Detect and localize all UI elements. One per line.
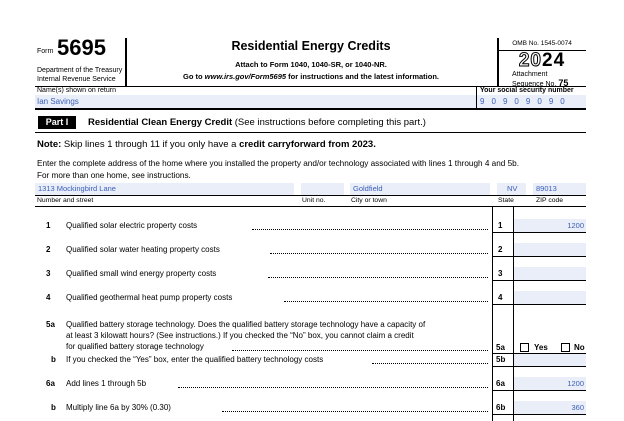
unit-label: Unit no. <box>302 197 326 204</box>
line-5b-rule <box>492 366 586 367</box>
line-3-leader <box>268 277 488 278</box>
department-line-1: Department of the Treasury <box>37 67 123 74</box>
line-5a-no-label: No <box>574 343 585 352</box>
note-label: Note: <box>37 139 62 150</box>
line-5a-description-2: at least 3 kilowatt hours? (See instructions.) If you checked the “No” box, you cannot claim a credit <box>66 331 414 340</box>
state-label: State <box>498 197 514 204</box>
line-5b-amount-field[interactable] <box>514 354 586 366</box>
line-6b-description: Multiply line 6a by 30% (0.30) <box>66 403 171 412</box>
name-field[interactable] <box>35 95 476 108</box>
form-label: Form <box>37 48 54 55</box>
line-1-number: 1 <box>46 221 51 230</box>
line-4-leader <box>284 301 488 302</box>
part-1-rule <box>35 132 586 133</box>
attachment-label: Attachment <box>512 71 548 78</box>
part-1-tag: Part I <box>38 116 76 129</box>
line-6a-number: 6a <box>46 379 55 388</box>
line-5b-number: b <box>51 355 56 364</box>
line-5a-number: 5a <box>46 320 55 329</box>
line-2-leader <box>270 253 488 254</box>
line-2-rule <box>492 256 586 257</box>
line-3-box-label: 3 <box>498 269 503 278</box>
line-4-amount-field[interactable] <box>514 291 586 304</box>
line-6b-rule <box>492 414 586 415</box>
department-line-2: Internal Revenue Service <box>37 76 116 83</box>
part-1-title-bold: Residential Clean Energy Credit <box>88 117 233 128</box>
line-4-number: 4 <box>46 293 51 302</box>
line-2-amount-field[interactable] <box>514 243 586 256</box>
form-number: 5695 <box>57 35 106 60</box>
goto-url[interactable]: www.irs.gov/Form5695 <box>204 72 287 81</box>
line-4-description: Qualified geothermal heat pump property costs <box>66 293 233 302</box>
address-instruction-2: For more than one home, see instructions. <box>37 171 191 180</box>
line-6b-box-label: 6b <box>496 403 506 412</box>
box-column-left-rule <box>492 206 493 421</box>
part-1-title-note: (See instructions before completing this part.) <box>232 117 426 128</box>
line-6a-amount-field[interactable] <box>514 377 586 390</box>
sequence-number: 75 <box>558 78 569 88</box>
city-value: Goldfield <box>353 184 383 193</box>
name-label: Name(s) shown on return <box>37 87 116 94</box>
line-3-rule <box>492 280 586 281</box>
line-2-description: Qualified solar water heating property costs <box>66 245 220 254</box>
line-5a-no-checkbox[interactable] <box>561 343 570 352</box>
tax-year-suffix: 24 <box>542 50 566 71</box>
line-5a-leader <box>232 350 488 351</box>
form-title: Residential Energy Credits <box>231 39 391 53</box>
line-3-number: 3 <box>46 269 51 278</box>
line-5b-description: If you checked the “Yes” box, enter the qualified battery technology costs <box>66 355 324 364</box>
ssn-field[interactable] <box>477 95 586 108</box>
line-6a-leader <box>178 387 488 388</box>
line-6a-description: Add lines 1 through 5b <box>66 379 147 388</box>
line-5b-box-label: 5b <box>496 355 506 364</box>
line-6b-leader <box>222 411 488 412</box>
part-1-title <box>88 117 426 128</box>
tax-year <box>499 50 585 72</box>
goto-suffix: for instructions and the latest information. <box>286 72 440 81</box>
line-5a-description-1: Qualified battery storage technology. Does the qualified battery storage technology have a capacity of <box>66 320 426 329</box>
line-6a-rule <box>492 390 586 391</box>
line-1-amount-field[interactable] <box>514 219 586 232</box>
line-1-description: Qualified solar electric property costs <box>66 221 198 230</box>
note-line <box>37 139 376 150</box>
tax-year-prefix: 20 <box>518 50 542 71</box>
state-value: NV <box>507 184 518 193</box>
street-value: 1313 Mockingbird Lane <box>38 184 116 193</box>
line-3-amount-field[interactable] <box>514 267 586 280</box>
zip-field[interactable] <box>533 183 586 195</box>
line-5b-leader <box>372 363 488 364</box>
zip-label: ZIP code <box>536 197 564 204</box>
line-5a-yes-checkbox[interactable] <box>520 343 529 352</box>
address-label-rule <box>35 206 586 207</box>
line-6b-amount: 360 <box>571 403 584 412</box>
line-2-box-label: 2 <box>498 245 503 254</box>
city-field[interactable] <box>350 183 490 195</box>
goto-instruction <box>125 72 497 81</box>
line-1-amount: 1200 <box>567 221 584 230</box>
line-3-description: Qualified small wind energy property costs <box>66 269 217 278</box>
note-text: Skip lines 1 through 11 if you only have a <box>61 139 240 150</box>
line-5a-description-3: for qualified battery storage technology <box>66 342 204 351</box>
line-6b-number: b <box>51 403 56 412</box>
address-rule <box>35 195 586 196</box>
name-bottom-rule <box>35 108 586 110</box>
name-value: Ian Savings <box>37 97 79 106</box>
line-5a-box-label: 5a <box>496 343 505 352</box>
goto-prefix: Go to <box>182 72 205 81</box>
line-2-number: 2 <box>46 245 51 254</box>
zip-value: 89013 <box>536 184 557 193</box>
address-instruction-1: Enter the complete address of the home where you installed the property and/or technology associated with lines 1 through 4 and 5b. <box>37 159 519 168</box>
city-label: City or town <box>351 197 387 204</box>
note-bold: credit carryforward from 2023. <box>239 139 376 150</box>
state-field[interactable] <box>497 183 526 195</box>
line-1-rule <box>492 232 586 233</box>
street-field[interactable] <box>35 183 294 195</box>
line-6a-amount: 1200 <box>567 379 584 388</box>
street-label: Number and street <box>37 197 94 204</box>
ssn-label: Your social security number <box>480 87 574 94</box>
line-1-leader <box>252 229 488 230</box>
line-6a-box-label: 6a <box>496 379 505 388</box>
line-5a-yes-label: Yes <box>534 343 548 352</box>
line-4-box-label: 4 <box>498 293 503 302</box>
unit-field[interactable] <box>301 183 344 195</box>
line-1-box-label: 1 <box>498 221 503 230</box>
ssn-value: 9 0 9 0 9 0 9 0 <box>480 97 568 106</box>
omb-number: OMB No. 1545-0074 <box>512 40 572 47</box>
line-6b-amount-field[interactable] <box>514 401 586 414</box>
line-4-rule <box>492 304 586 305</box>
sequence-label: Sequence No. <box>512 81 557 88</box>
attach-instruction: Attach to Form 1040, 1040-SR, or 1040-NR. <box>235 60 387 69</box>
